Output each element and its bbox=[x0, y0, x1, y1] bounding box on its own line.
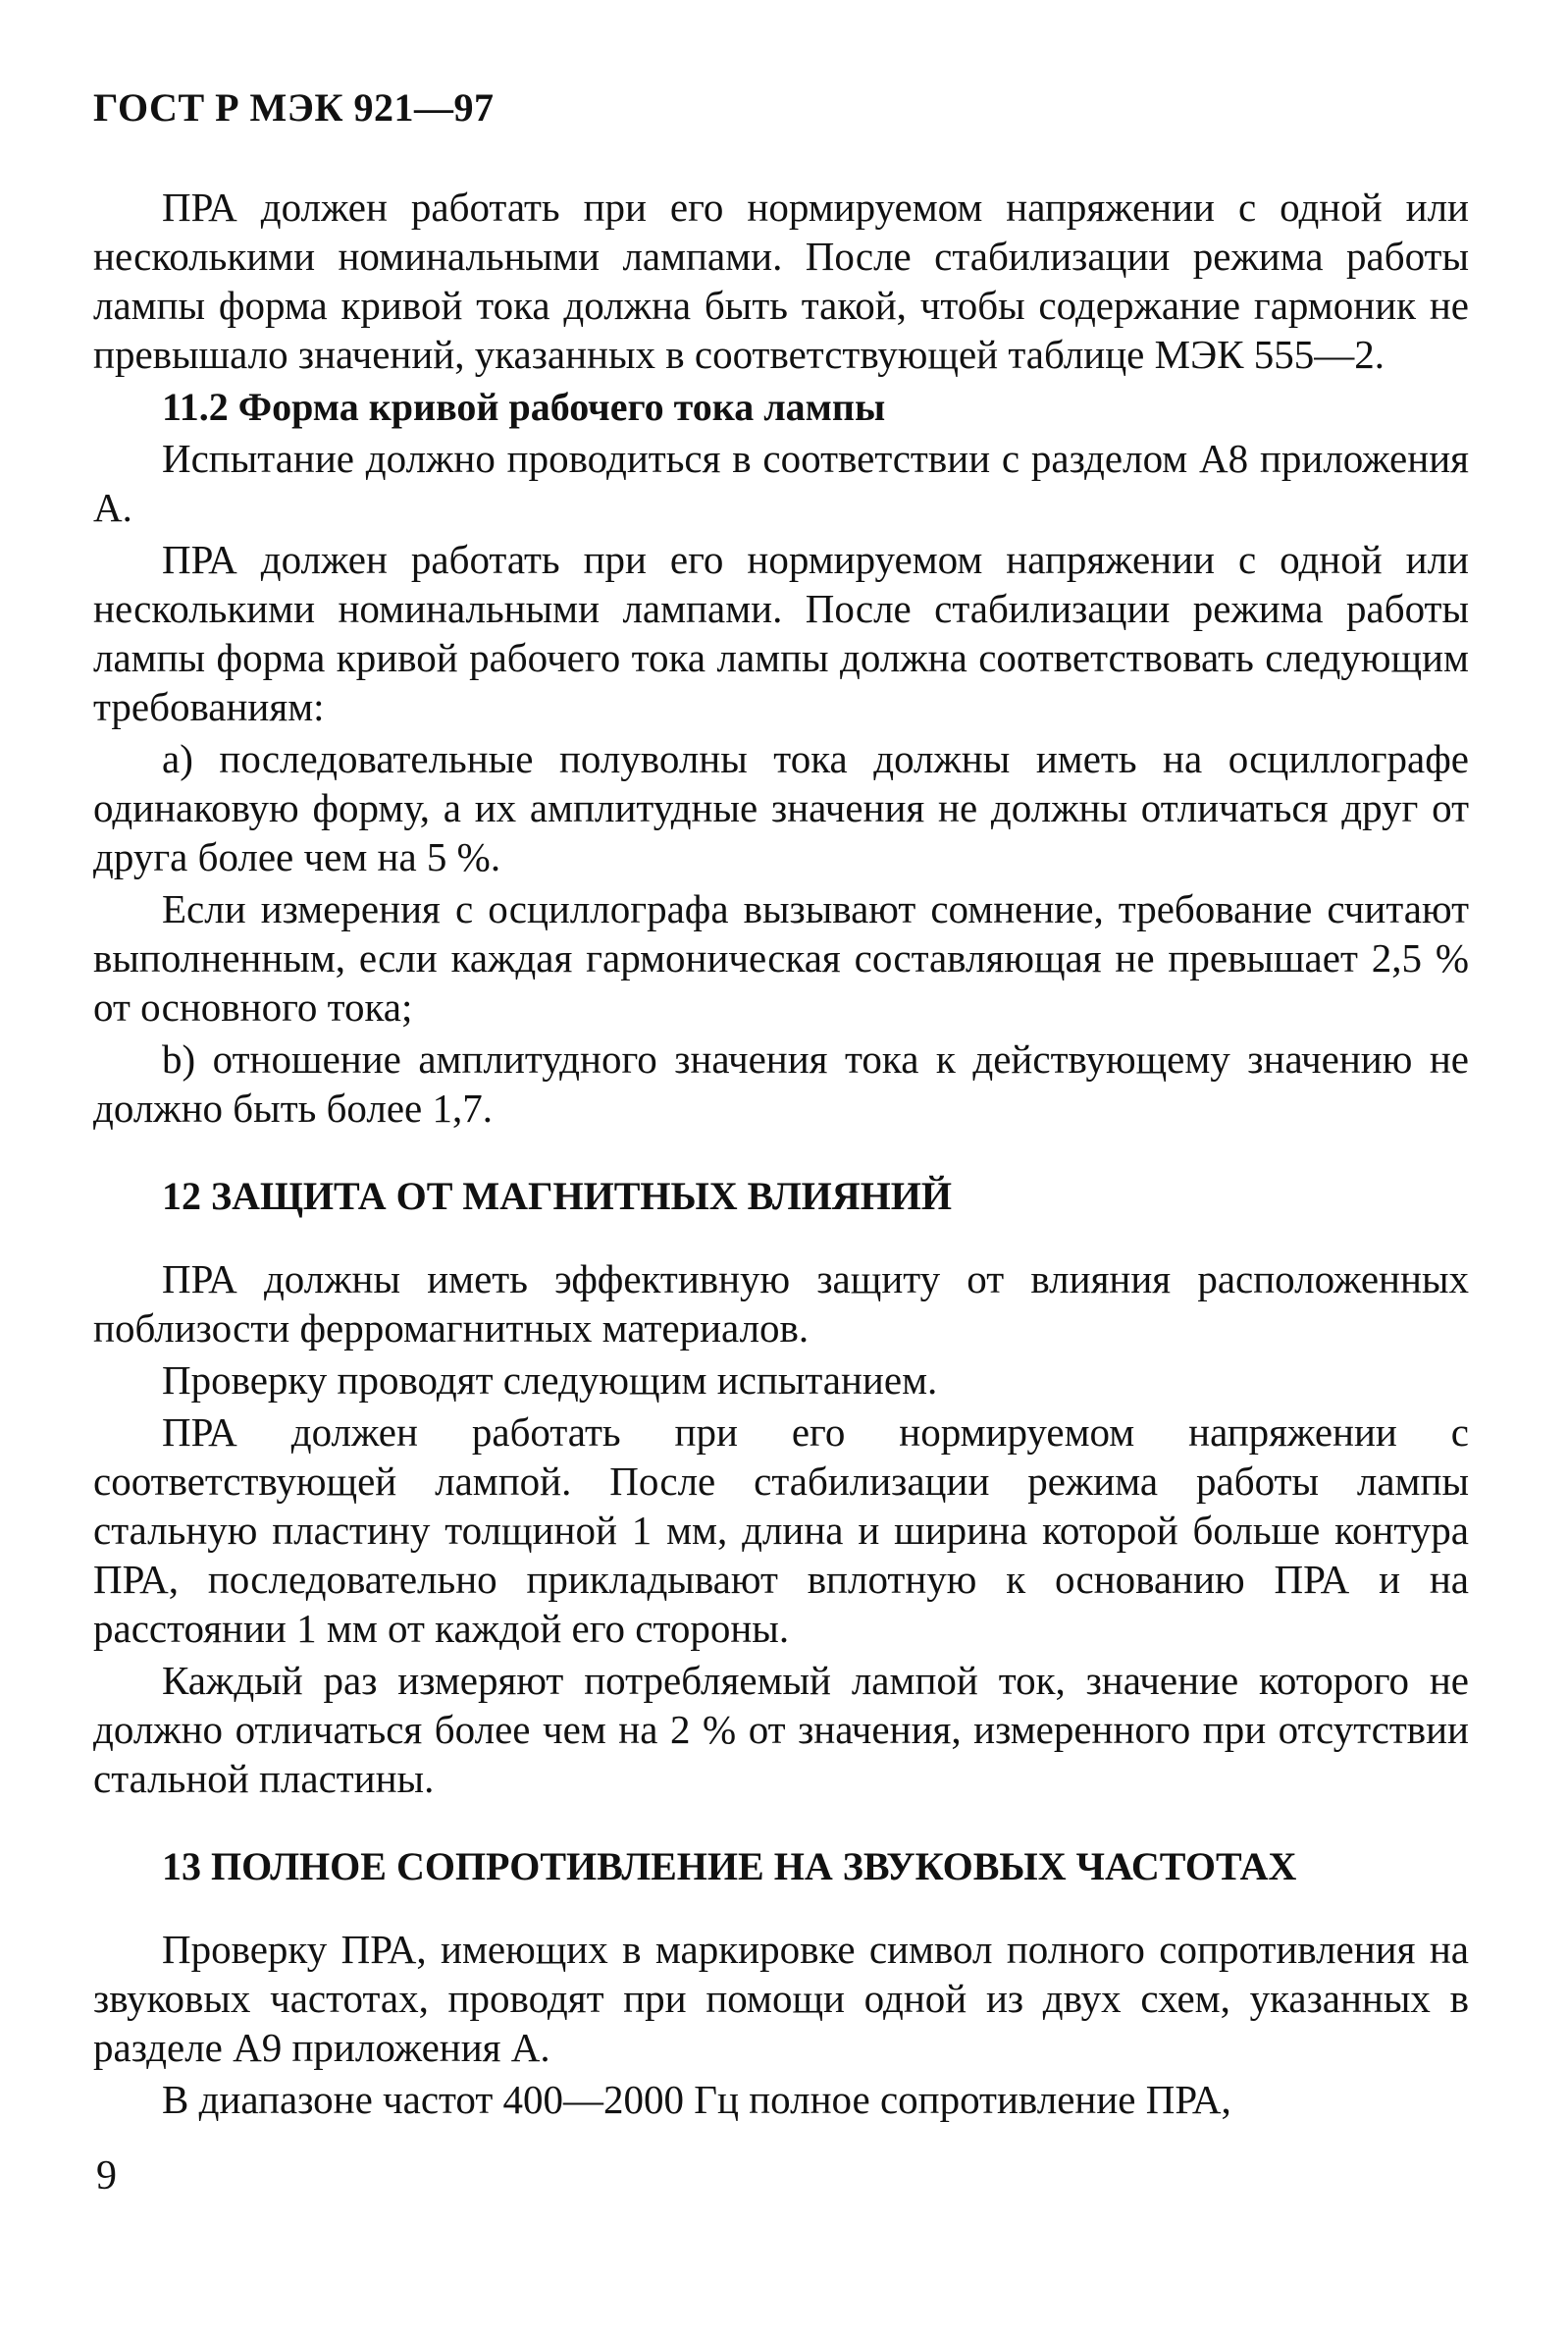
paragraph: Проверку проводят следующим испытанием. bbox=[162, 1357, 938, 1403]
list-item-b: b) отношение амплитудного значения тока к действующему значению не должно быть более 1,7. bbox=[93, 1036, 1469, 1131]
paragraph: Испытание должно проводиться в соответствии с разделом А8 приложения А. bbox=[93, 436, 1469, 530]
list-item-a: а) последовательные полуволны тока должны иметь на осциллографе одинаковую форму, а их амплитудные значения не должны отличаться друг от друга более чем на 5 %. bbox=[93, 736, 1469, 879]
page-number: 9 bbox=[96, 2153, 117, 2199]
paragraph: В диапазоне частот 400—2000 Гц полное сопротивление ПРА, bbox=[162, 2077, 1231, 2122]
running-header: ГОСТ Р МЭК 921—97 bbox=[93, 85, 495, 130]
paragraph: ПРА должен работать при его нормируемом напряжении с одной или несколькими номинальными лампами. После стабилизации режима работы лампы форма кривой тока должна быть такой, чтобы содержание гармоник не превышало значений, указанных в соответствующей таблице МЭК 555—2. bbox=[93, 185, 1469, 377]
paragraph: ПРА должны иметь эффективную защиту от влияния расположенных поблизости ферромагнитных материалов. bbox=[93, 1256, 1469, 1351]
paragraph: ПРА должен работать при его нормируемом напряжении с соответствующей лампой. После стабилизации режима работы лампы стальную пластину толщиной 1 мм, длина и ширина которой больше контура ПРА, последовательно прикладывают вплотную к основанию ПРА и на расстоянии 1 мм от каждой его стороны. bbox=[93, 1409, 1469, 1651]
paragraph: Проверку ПРА, имеющих в маркировке символ полного сопротивления на звуковых частотах, проводят при помощи одной из двух схем, указанных в разделе А9 приложения А. bbox=[93, 1927, 1469, 2070]
page-body bbox=[93, 183, 1469, 2127]
paragraph: Каждый раз измеряют потребляемый лампой ток, значение которого не должно отличаться более чем на 2 % от значения, измеренного при отсутствии стальной пластины. bbox=[93, 1658, 1469, 1801]
section-heading-13: 13 ПОЛНОЕ СОПРОТИВЛЕНИЕ НА ЗВУКОВЫХ ЧАСТОТАХ bbox=[162, 1844, 1297, 1888]
section-heading-12: 12 ЗАЩИТА ОТ МАГНИТНЫХ ВЛИЯНИЙ bbox=[162, 1174, 952, 1218]
paragraph: Если измерения с осциллографа вызывают сомнение, требование считают выполненным, если каждая гармоническая составляющая не превышает 2,5 % от основного тока; bbox=[93, 886, 1469, 1030]
subsection-heading-11-2: 11.2 Форма кривой рабочего тока лампы bbox=[162, 385, 886, 429]
paragraph: ПРА должен работать при его нормируемом напряжении с одной или несколькими номинальными лампами. После стабилизации режима работы лампы форма кривой рабочего тока лампы должна соответствовать следующим требованиям: bbox=[93, 537, 1469, 729]
